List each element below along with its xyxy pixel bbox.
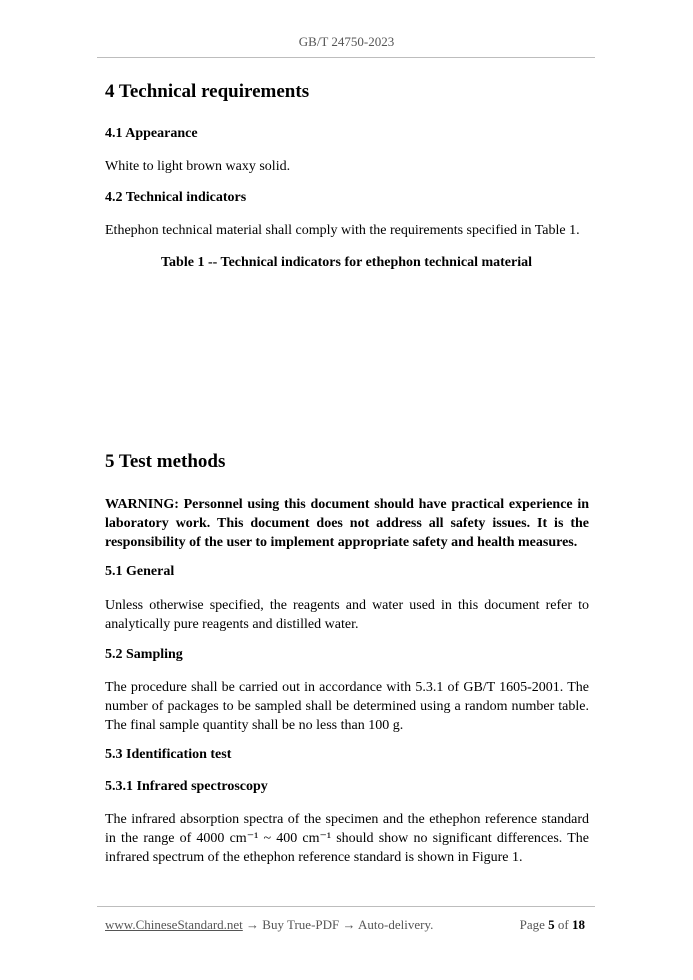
- section-4-1-title: 4.1 Appearance: [105, 126, 198, 141]
- footer-divider: [97, 906, 595, 907]
- section-5-2-title: 5.2 Sampling: [105, 647, 183, 662]
- section-4-1-text: White to light brown waxy solid.: [105, 159, 291, 174]
- section-5-2-text: The procedure shall be carried out in accordance with 5.3.1 of GB/T 1605-2001. The number of packages to be sampled shall be determined using a random number table. The final sample quantity shall be no less than 100 g.: [105, 680, 589, 733]
- footer-promo: [105, 917, 433, 933]
- document-id-header: GB/T 24750-2023: [298, 34, 395, 49]
- section-5-title: 5 Test methods: [105, 451, 226, 472]
- section-5-3-title: 5.3 Identification test: [105, 747, 232, 762]
- page-label: Page: [519, 917, 545, 932]
- section-5-1-text: Unless otherwise specified, the reagents and water used in this document refer to analytically pure reagents and distilled water.: [105, 598, 589, 632]
- page-indicator: [520, 917, 585, 933]
- current-page-number: 5: [548, 917, 555, 932]
- section-5-3-1-text: The infrared absorption spectra of the specimen and the ethephon reference standard in the range of 4000 cm⁻¹ ~ 400 cm⁻¹ should show no significant differences. The infrared spectrum of the ethephon reference standard is shown in Figure 1.: [105, 812, 589, 865]
- table-1-caption: Table 1 -- Technical indicators for ethephon technical material: [161, 255, 532, 270]
- warning-paragraph: WARNING: Personnel using this document should have practical experience in laboratory work. This document does not address all safety issues. It is the responsibility of the user to implement appropriate safety and health measures.: [105, 497, 589, 550]
- total-pages-number: 18: [572, 917, 585, 932]
- footer-promo-text: → Buy True-PDF → Auto-delivery.: [242, 917, 434, 932]
- header-divider: [97, 57, 595, 58]
- section-4-2-text: Ethephon technical material shall comply with the requirements specified in Table 1.: [105, 223, 580, 238]
- section-4-title: 4 Technical requirements: [105, 81, 310, 102]
- of-label: of: [557, 917, 569, 932]
- section-5-1-title: 5.1 General: [105, 564, 175, 579]
- footer-site-link[interactable]: www.ChineseStandard.net: [105, 917, 243, 932]
- section-4-2-title: 4.2 Technical indicators: [105, 190, 247, 205]
- section-5-3-1-title: 5.3.1 Infrared spectroscopy: [105, 779, 268, 794]
